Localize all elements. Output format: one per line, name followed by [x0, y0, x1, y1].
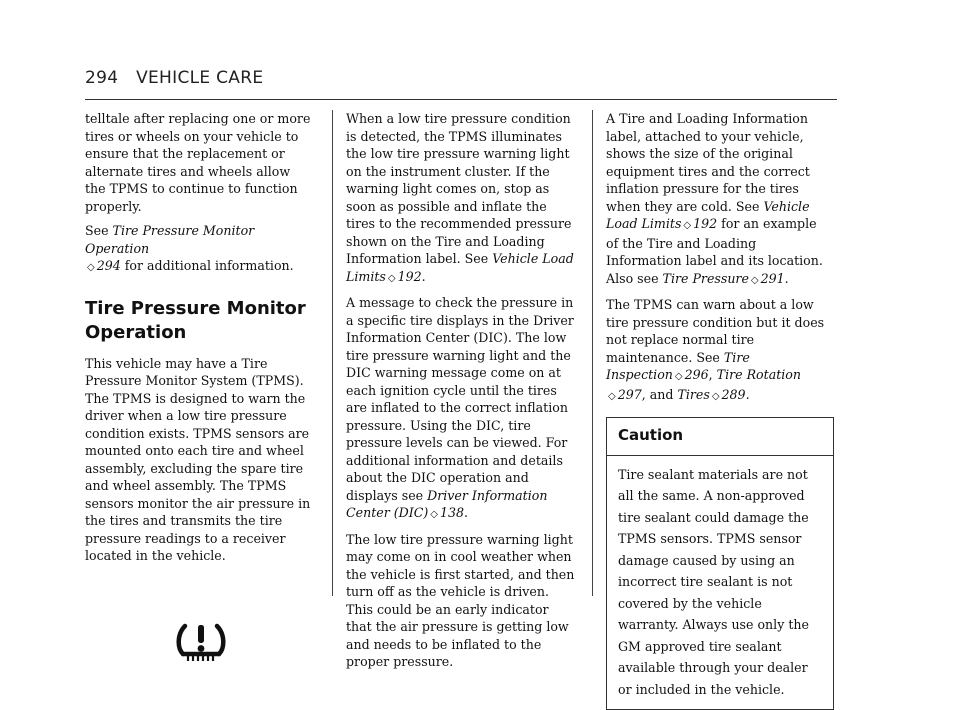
text: . — [464, 505, 469, 520]
xref-link[interactable]: Tire Inspection — [606, 349, 750, 382]
xref-symbol: ◇ — [387, 272, 396, 284]
paragraph — [606, 110, 832, 289]
column-2 — [346, 110, 578, 678]
section-title: VEHICLE CARE — [136, 68, 264, 88]
text: A message to check the pressure in a specific tire displays in the Driver Information Center (DIC). The low tire pressure warning light and the DIC warning message come on at each ignition cycle until the tires are inflated to the correct inflation pressure. Using the DIC, tire pressure levels can be viewed. For additional information and details about the DIC operation and displays see — [346, 295, 574, 503]
paragraph: The low tire pressure warning light may come on in cool weather when the vehicle is first started, and then turn off as the vehicle is driven. This could be an early indicator that the air pressure is getting low and needs to be inflated to the proper pressure. — [346, 531, 575, 669]
xref-symbol: ◇ — [87, 262, 95, 273]
text: . — [421, 268, 426, 284]
xref-link[interactable]: Tire Rotation — [716, 367, 801, 382]
page-header — [85, 68, 263, 88]
xref-symbol: ◇ — [674, 371, 683, 382]
text: . — [784, 270, 789, 286]
paragraph — [606, 296, 832, 405]
paragraph: telltale after replacing one or more tires or wheels on your vehicle to ensure that the replacement or alternate tires and wheels allow the TPMS to continue to function properly. — [85, 111, 311, 214]
xref-symbol: ◇ — [750, 274, 759, 286]
text: for additional information. — [120, 258, 294, 273]
tire-pressure-warning-icon — [173, 620, 229, 664]
column-divider-1 — [332, 110, 333, 596]
xref-link[interactable]: Driver Information Center (DIC) — [346, 487, 548, 520]
text: A Tire and Loading Information label, attached to your vehicle, shows the size of the original equipment tires and the correct inflation pressure for the tires when they are cold. See — [606, 111, 810, 214]
column-1 — [85, 110, 311, 668]
caution-body: Tire sealant materials are not all the same. A non-approved tire sealant could damage the TPMS sensors. TPMS sensor damage caused by using an incorrect tire sealant is not covered by the vehicle warranty. Always use only the GM approved tire sealant available through your dealer or included in the vehicle. — [618, 466, 809, 697]
xref-link[interactable]: Tire Pressure Monitor Operation — [85, 223, 255, 256]
section-heading: Tire Pressure Monitor Operation — [85, 297, 306, 343]
xref-page[interactable]: 192 — [693, 216, 718, 231]
page-number: 294 — [85, 68, 119, 88]
paragraph — [346, 110, 578, 287]
caution-box — [606, 417, 834, 710]
text: See — [85, 223, 113, 238]
text: , and — [641, 386, 678, 402]
xref-symbol: ◇ — [683, 220, 692, 231]
header-rule — [85, 99, 837, 100]
xref-page[interactable]: 291 — [760, 270, 785, 286]
caution-title: Caution — [607, 418, 833, 456]
text: The TPMS can warn about a low tire pressure condition but it does not replace normal tire maintenance. See — [606, 297, 825, 365]
xref-link[interactable]: Tires — [677, 386, 710, 402]
xref-link[interactable]: Vehicle Load Limits — [606, 198, 810, 231]
column-3 — [606, 110, 832, 710]
paragraph — [85, 222, 311, 277]
text: , — [708, 367, 717, 382]
xref-link[interactable]: Tire Pressure — [662, 270, 749, 286]
xref-page[interactable]: 192 — [397, 268, 422, 284]
xref-symbol: ◇ — [608, 390, 616, 402]
xref-symbol: ◇ — [711, 390, 720, 402]
xref-symbol: ◇ — [430, 509, 438, 520]
column-divider-2 — [592, 110, 593, 596]
paragraph — [346, 294, 578, 524]
xref-page[interactable]: 294 — [96, 258, 121, 273]
xref-page[interactable]: 296 — [684, 367, 709, 382]
paragraph: This vehicle may have a Tire Pressure Monitor System (TPMS). The TPMS is designed to warn the driver when a low tire pressure condition exists. TPMS sensors are mounted onto each tire and wheel assembly, excluding the spare tire and wheel assembly. The TPMS sensors monitor the air pressure in the tires and transmits the tire pressure readings to a receiver located in the vehicle. — [85, 355, 311, 563]
text: . — [745, 386, 750, 402]
text: When a low tire pressure condition is detected, the TPMS illuminates the low tire pressure warning light on the instrument cluster. If the warning light comes on, stop as soon as possible and inflate the tires to the recommended pressure shown on the Tire and Loading Information label. See — [346, 111, 572, 266]
text: for an example of the Tire and Loading Information label and its location. Also see — [606, 216, 823, 286]
xref-page[interactable]: 297 — [617, 386, 642, 402]
xref-link[interactable]: Vehicle Load Limits — [346, 251, 574, 284]
xref-page[interactable]: 289 — [721, 386, 746, 402]
xref-page[interactable]: 138 — [439, 505, 465, 520]
